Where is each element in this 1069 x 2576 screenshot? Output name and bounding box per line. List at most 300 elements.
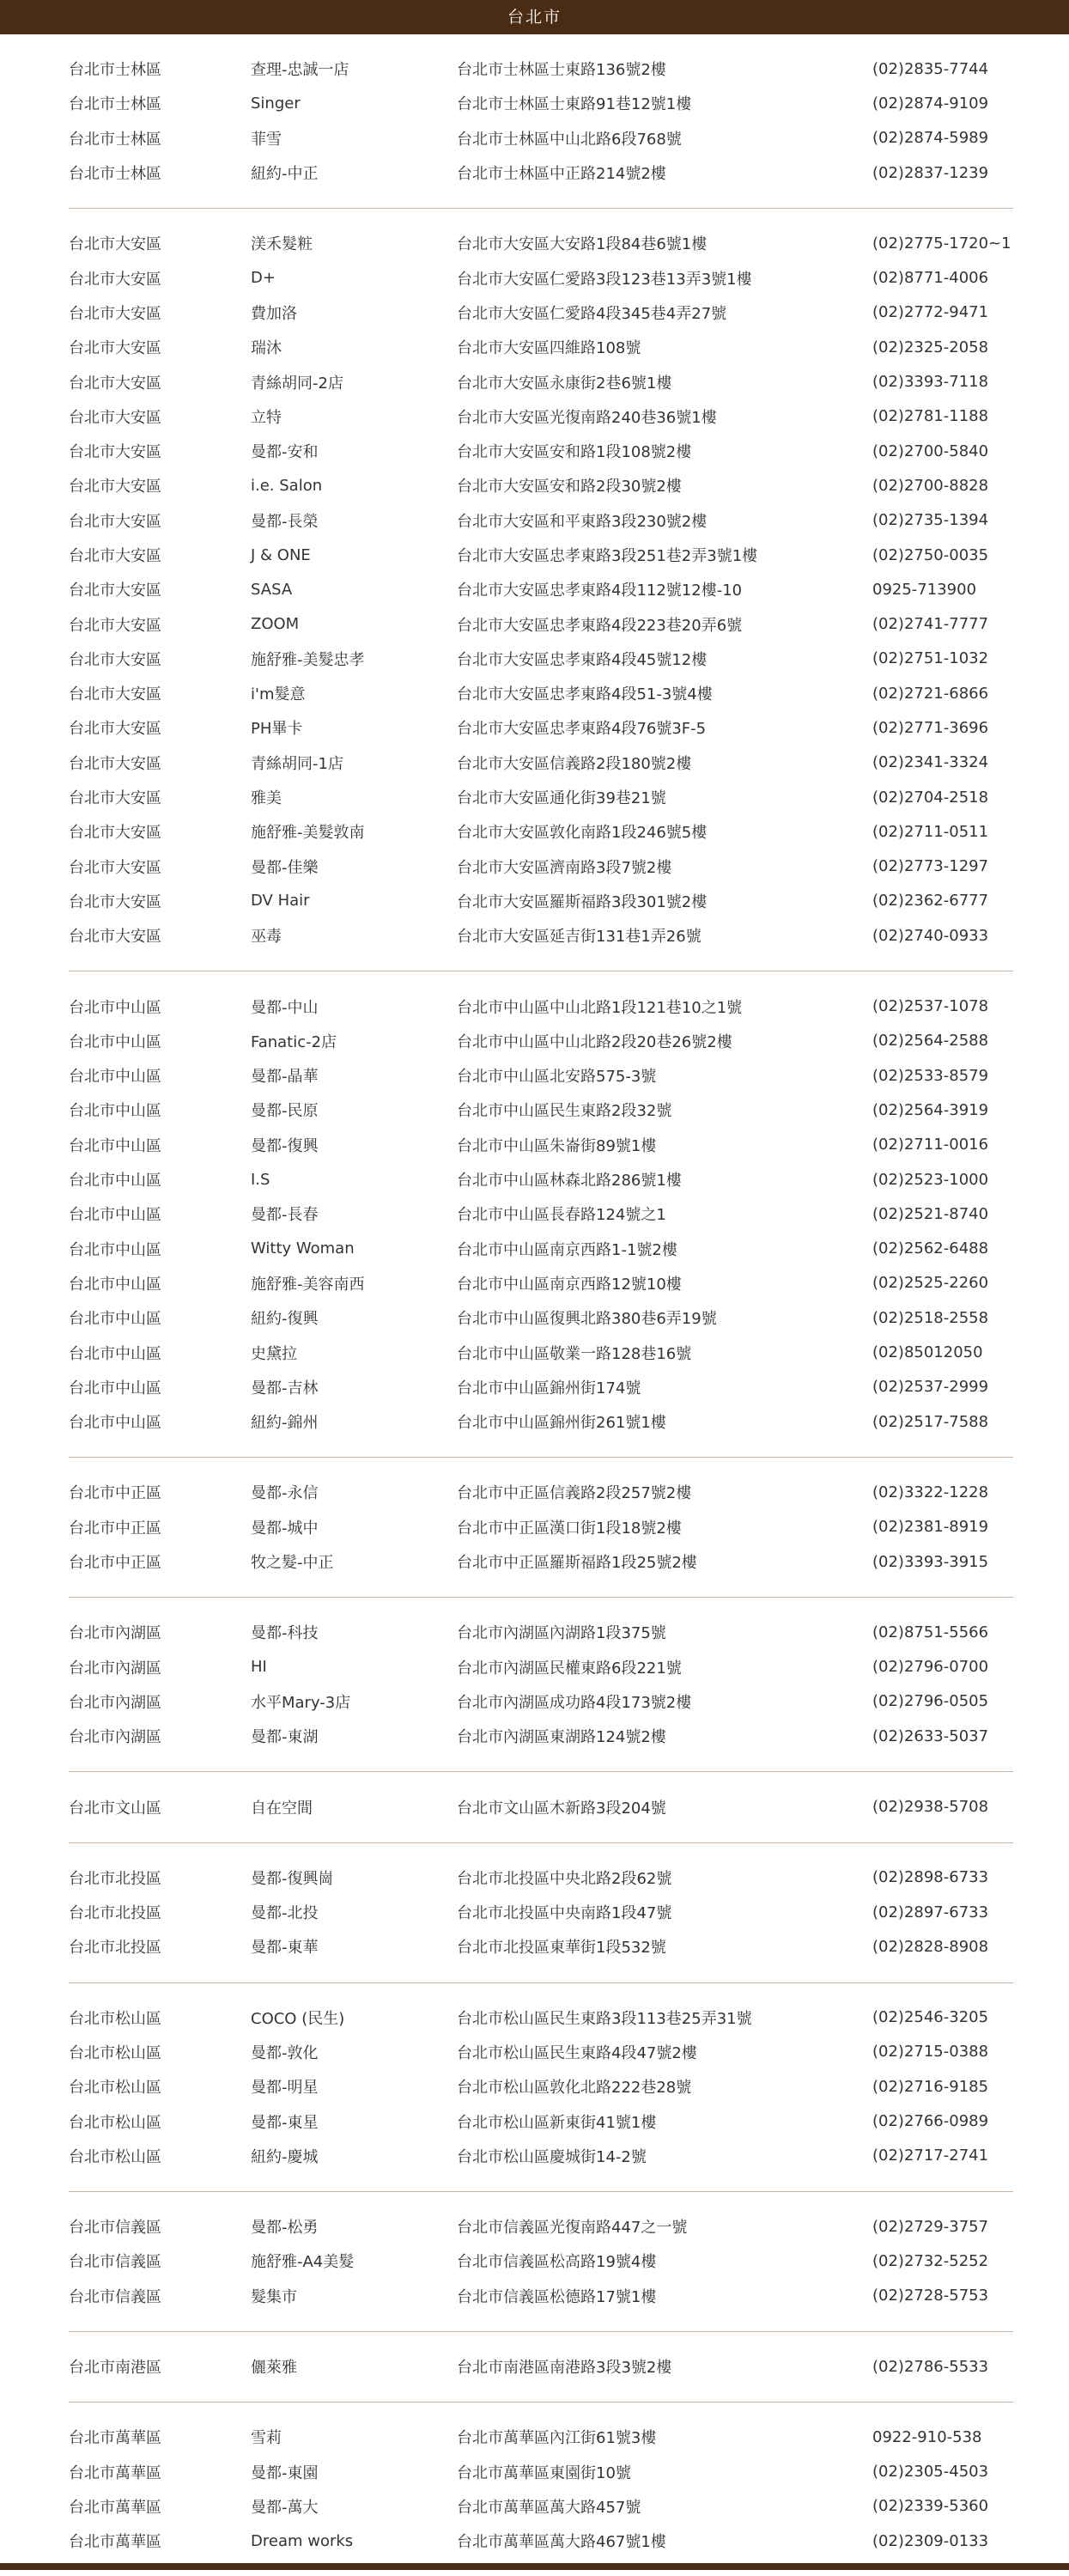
salon-row [69, 2209, 1013, 2244]
district-cell: 台北市北投區 [69, 1939, 161, 1958]
address-cell: 台北市大安區信義路2段180號2樓 [457, 754, 692, 773]
address-cell: 台北市大安區和平東路3段230號2樓 [457, 512, 708, 531]
salon-row [69, 1404, 1013, 1439]
footer-bar [0, 2563, 1069, 2570]
salon-row [69, 364, 1013, 399]
salon-name-cell: 紐約-慶城 [251, 2147, 319, 2166]
phone-cell: (02)2874-5989 [872, 129, 989, 148]
salon-row [69, 52, 1013, 86]
district-cell: 台北市信義區 [69, 2219, 161, 2238]
salon-row [69, 1232, 1013, 1266]
district-cell: 台北市大安區 [69, 754, 161, 773]
phone-cell: (02)2517-7588 [872, 1412, 989, 1431]
district-cell: 台北市北投區 [69, 1869, 161, 1888]
salon-row [69, 121, 1013, 155]
phone-cell: (02)2564-2588 [872, 1032, 989, 1050]
salon-row [69, 1475, 1013, 1509]
address-cell: 台北市北投區東華街1段532號 [457, 1939, 666, 1958]
salon-name-cell: 曼都-明星 [251, 2079, 319, 2098]
salon-name-cell: 曼都-長春 [251, 1206, 319, 1225]
phone-cell: (02)2897-6733 [872, 1903, 989, 1921]
phone-cell: (02)2775-1720~1 [872, 234, 1011, 253]
address-cell: 台北市大安區光復南路240巷36號1樓 [457, 408, 717, 427]
address-cell: 台北市大安區永康街2巷6號1樓 [457, 374, 672, 393]
phone-cell: (02)2781-1188 [872, 407, 989, 426]
address-cell: 台北市中山區錦州街261號1樓 [457, 1414, 666, 1433]
salon-row [69, 572, 1013, 606]
salon-name-cell: 菲雪 [251, 130, 282, 149]
phone-cell: (02)2546-3205 [872, 2008, 989, 2027]
phone-cell: (02)2735-1394 [872, 511, 989, 530]
district-cell: 台北市大安區 [69, 824, 161, 843]
phone-cell: (02)2305-4503 [872, 2463, 989, 2482]
salon-row [69, 1300, 1013, 1335]
district-cell: 台北市中正區 [69, 1554, 161, 1573]
district-group [69, 1772, 1013, 1842]
phone-cell: (02)2721-6866 [872, 684, 989, 703]
district-cell: 台北市中山區 [69, 1240, 161, 1259]
district-cell: 台北市中山區 [69, 1414, 161, 1433]
salon-row [69, 884, 1013, 918]
phone-cell: (02)2537-2999 [872, 1378, 989, 1397]
address-cell: 台北市中山區復興北路380巷6弄19號 [457, 1310, 717, 1329]
salon-row [69, 2349, 1013, 2384]
salon-row [69, 2244, 1013, 2278]
salon-name-cell: 曼都-吉林 [251, 1379, 319, 1398]
address-cell: 台北市中山區北安路575-3號 [457, 1068, 657, 1087]
district-cell: 台北市大安區 [69, 443, 161, 462]
district-cell: 台北市松山區 [69, 2009, 161, 2028]
salon-row [69, 2139, 1013, 2173]
phone-cell: (02)2729-3757 [872, 2217, 989, 2236]
district-cell: 台北市中山區 [69, 1275, 161, 1294]
address-cell: 台北市松山區民生東路3段113巷25弄31號 [457, 2009, 752, 2028]
phone-cell: (02)2715-0388 [872, 2043, 989, 2061]
salon-row [69, 538, 1013, 572]
salon-name-cell: 雪莉 [251, 2429, 282, 2448]
salon-name-cell: 曼都-佳樂 [251, 858, 319, 877]
salon-name-cell: 儷萊雅 [251, 2359, 297, 2378]
phone-cell: (02)2732-5252 [872, 2251, 989, 2270]
phone-cell: (02)2751-1032 [872, 649, 989, 668]
phone-cell: (02)2564-3919 [872, 1100, 989, 1119]
salon-row [69, 1510, 1013, 1544]
district-cell: 台北市北投區 [69, 1904, 161, 1923]
address-cell: 台北市松山區慶城街14-2號 [457, 2147, 647, 2166]
phone-cell: (02)2938-5708 [872, 1798, 989, 1816]
phone-cell: (02)2518-2558 [872, 1308, 989, 1327]
salon-row [69, 1093, 1013, 1127]
district-group [69, 2192, 1013, 2332]
phone-cell: (02)2533-8579 [872, 1066, 989, 1085]
address-cell: 台北市士林區中正路214號2樓 [457, 165, 666, 184]
phone-cell: (02)2562-6488 [872, 1239, 989, 1258]
salon-row [69, 1615, 1013, 1649]
phone-cell: (02)2717-2741 [872, 2147, 989, 2165]
phone-cell: (02)2786-5533 [872, 2357, 989, 2376]
address-cell: 台北市北投區中央南路1段47號 [457, 1904, 672, 1923]
district-cell: 台北市內湖區 [69, 1624, 161, 1643]
district-group [69, 34, 1013, 209]
salon-name-cell: Fanatic-2店 [251, 1032, 337, 1051]
district-cell: 台北市大安區 [69, 685, 161, 704]
salon-row [69, 86, 1013, 120]
district-group [69, 1843, 1013, 1983]
district-group [69, 209, 1013, 971]
phone-cell: (02)8751-5566 [872, 1623, 989, 1641]
address-cell: 台北市大安區忠孝東路4段223巷20弄6號 [457, 616, 743, 635]
address-cell: 台北市大安區延吉街131巷1弄26號 [457, 928, 702, 947]
salon-name-cell: 曼都-復興 [251, 1136, 319, 1155]
address-cell: 台北市大安區忠孝東路4段51-3號4樓 [457, 685, 713, 704]
salon-row [69, 1128, 1013, 1162]
salon-name-cell: 曼都-東星 [251, 2113, 319, 2132]
salon-name-cell: 施舒雅-美容南西 [251, 1275, 365, 1294]
phone-cell: (02)8771-4006 [872, 269, 989, 288]
address-cell: 台北市內湖區東湖路124號2樓 [457, 1728, 666, 1747]
district-cell: 台北市萬華區 [69, 2498, 161, 2517]
district-cell: 台北市中山區 [69, 1172, 161, 1191]
address-cell: 台北市大安區大安路1段84巷6號1樓 [457, 235, 708, 254]
salon-name-cell: 曼都-安和 [251, 443, 319, 462]
address-cell: 台北市南港區南港路3段3號2樓 [457, 2359, 672, 2378]
district-cell: 台北市大安區 [69, 339, 161, 358]
salon-name-cell: i'm髮意 [251, 685, 306, 704]
district-cell: 台北市中正區 [69, 1519, 161, 1538]
district-cell: 台北市松山區 [69, 2113, 161, 2132]
salon-row [69, 2001, 1013, 2035]
salon-row [69, 1789, 1013, 1824]
address-cell: 台北市中山區南京西路12號10樓 [457, 1275, 682, 1294]
address-cell: 台北市中山區中山北路2段20巷26號2樓 [457, 1032, 732, 1051]
district-cell: 台北市中山區 [69, 1344, 161, 1363]
address-cell: 台北市北投區中央北路2段62號 [457, 1869, 672, 1888]
phone-cell: (02)3393-3915 [872, 1552, 989, 1571]
phone-cell: (02)3393-7118 [872, 373, 989, 392]
address-cell: 台北市內湖區成功路4段173號2樓 [457, 1693, 692, 1712]
salon-name-cell: 曼都-敦化 [251, 2043, 319, 2062]
salon-name-cell: 費加洛 [251, 304, 297, 323]
district-cell: 台北市大安區 [69, 304, 161, 323]
address-cell: 台北市萬華區萬大路457號 [457, 2498, 641, 2517]
salon-row [69, 1162, 1013, 1197]
district-cell: 台北市中山區 [69, 1032, 161, 1051]
salon-row [69, 226, 1013, 260]
phone-cell: (02)2711-0511 [872, 822, 989, 841]
phone-cell: (02)2741-7777 [872, 615, 989, 634]
salon-row [69, 2455, 1013, 2489]
salon-row [69, 1370, 1013, 1404]
salon-name-cell: i.e. Salon [251, 476, 323, 495]
salon-name-cell: Singer [251, 94, 301, 113]
salon-name-cell: 青絲胡同-2店 [251, 374, 343, 393]
salon-row [69, 330, 1013, 364]
salon-name-cell: Dream works [251, 2531, 354, 2550]
district-cell: 台北市士林區 [69, 95, 161, 114]
salon-row [69, 850, 1013, 884]
salon-row [69, 1197, 1013, 1231]
salon-name-cell: 曼都-東華 [251, 1939, 319, 1958]
phone-cell: (02)2835-7744 [872, 59, 989, 78]
salon-name-cell: 查理-忠誠一店 [251, 61, 349, 80]
salon-name-cell: 史黛拉 [251, 1344, 297, 1363]
phone-cell: (02)2773-1297 [872, 857, 989, 876]
address-cell: 台北市萬華區萬大路467號1樓 [457, 2533, 666, 2552]
salon-name-cell: 紐約-中正 [251, 165, 319, 184]
address-cell: 台北市大安區忠孝東路3段251巷2弄3號1樓 [457, 547, 758, 565]
salon-row [69, 1024, 1013, 1058]
address-cell: 台北市信義區松高路19號4樓 [457, 2253, 657, 2272]
salon-row [69, 1335, 1013, 1369]
phone-cell: (02)2309-0133 [872, 2531, 989, 2550]
address-cell: 台北市內湖區民權東路6段221號 [457, 1659, 682, 1678]
salon-row [69, 503, 1013, 538]
salon-name-cell: 水平Mary-3店 [251, 1693, 351, 1712]
address-cell: 台北市文山區木新路3段204號 [457, 1799, 666, 1818]
phone-cell: (02)2716-9185 [872, 2077, 989, 2096]
district-cell: 台北市大安區 [69, 235, 161, 254]
salon-row [69, 1649, 1013, 1684]
salon-row [69, 2420, 1013, 2454]
address-cell: 台北市信義區松德路17號1樓 [457, 2287, 657, 2306]
phone-cell: (02)2537-1078 [872, 997, 989, 1016]
salon-row [69, 1895, 1013, 1929]
salon-name-cell: 施舒雅-美髮忠孝 [251, 650, 365, 669]
district-cell: 台北市內湖區 [69, 1659, 161, 1678]
address-cell: 台北市大安區仁愛路4段345巷4弄27號 [457, 304, 727, 323]
phone-cell: (02)2341-3324 [872, 753, 989, 772]
phone-cell: (02)2704-2518 [872, 788, 989, 807]
address-cell: 台北市中山區敬業一路128巷16號 [457, 1344, 692, 1363]
address-cell: 台北市中山區中山北路1段121巷10之1號 [457, 998, 743, 1017]
phone-cell: (02)2339-5360 [872, 2497, 989, 2516]
district-group [69, 971, 1013, 1458]
district-cell: 台北市中山區 [69, 998, 161, 1017]
district-cell: 台北市大安區 [69, 408, 161, 427]
address-cell: 台北市中正區漢口街1段18號2樓 [457, 1519, 682, 1538]
salon-name-cell: 曼都-萬大 [251, 2498, 319, 2517]
address-cell: 台北市中正區羅斯福路1段25號2樓 [457, 1554, 697, 1573]
district-cell: 台北市中山區 [69, 1310, 161, 1329]
district-cell: 台北市萬華區 [69, 2429, 161, 2448]
address-cell: 台北市中山區長春路124號之1 [457, 1206, 666, 1225]
address-cell: 台北市大安區四維路108號 [457, 339, 641, 358]
phone-cell: (02)2796-0505 [872, 1692, 989, 1711]
salon-name-cell: 施舒雅-A4美髮 [251, 2253, 355, 2272]
address-cell: 台北市大安區羅斯福路3段301號2樓 [457, 892, 708, 911]
district-cell: 台北市大安區 [69, 582, 161, 600]
salon-name-cell: 曼都-松勇 [251, 2219, 319, 2238]
address-cell: 台北市大安區安和路2段30號2樓 [457, 478, 682, 496]
district-group [69, 2402, 1013, 2576]
salon-row [69, 1544, 1013, 1579]
salon-name-cell: COCO (民生) [251, 2009, 345, 2028]
address-cell: 台北市中正區信義路2段257號2樓 [457, 1484, 692, 1503]
salon-row [69, 434, 1013, 468]
district-cell: 台北市士林區 [69, 130, 161, 149]
salon-row [69, 1684, 1013, 1719]
address-cell: 台北市大安區忠孝東路4段112號12樓-10 [457, 582, 743, 600]
phone-cell: (02)2837-1239 [872, 163, 989, 182]
district-cell: 台北市松山區 [69, 2043, 161, 2062]
salon-name-cell: 曼都-北投 [251, 1904, 319, 1923]
district-cell: 台北市萬華區 [69, 2533, 161, 2552]
address-cell: 台北市中山區朱崙街89號1樓 [457, 1136, 657, 1155]
district-cell: 台北市內湖區 [69, 1693, 161, 1712]
salon-row [69, 2035, 1013, 2069]
district-cell: 台北市士林區 [69, 61, 161, 80]
salon-row [69, 989, 1013, 1023]
salon-row [69, 642, 1013, 676]
district-group [69, 2332, 1013, 2402]
salon-name-cell: 牧之髮-中正 [251, 1554, 334, 1573]
address-cell: 台北市大安區濟南路3段7號2樓 [457, 858, 672, 877]
phone-cell: (02)2362-6777 [872, 892, 989, 910]
salon-row [69, 606, 1013, 641]
salon-name-cell: 雅美 [251, 789, 282, 808]
district-cell: 台北市大安區 [69, 478, 161, 496]
district-group [69, 1598, 1013, 1772]
district-cell: 台北市大安區 [69, 720, 161, 739]
salon-name-cell: ZOOM [251, 615, 300, 634]
address-cell: 台北市中山區民生東路2段32號 [457, 1102, 672, 1121]
address-cell: 台北市大安區仁愛路3段123巷13弄3號1樓 [457, 270, 752, 289]
phone-cell: (02)2898-6733 [872, 1868, 989, 1887]
phone-cell: (02)2711-0016 [872, 1136, 989, 1154]
salon-row [69, 2524, 1013, 2558]
address-cell: 台北市大安區忠孝東路4段45號12樓 [457, 650, 708, 669]
address-cell: 台北市松山區敦化北路222巷28號 [457, 2079, 692, 2098]
salon-name-cell: SASA [251, 580, 293, 599]
phone-cell: (02)2523-1000 [872, 1170, 989, 1189]
phone-cell: (02)2521-8740 [872, 1204, 989, 1223]
salon-name-cell: 曼都-復興崗 [251, 1869, 334, 1888]
district-cell: 台北市大安區 [69, 892, 161, 911]
region-title: 台北市 [507, 8, 562, 27]
address-cell: 台北市大安區安和路1段108號2樓 [457, 443, 692, 462]
phone-cell: (02)2828-8908 [872, 1937, 989, 1956]
salon-name-cell: 渼禾髮粧 [251, 235, 313, 254]
district-group [69, 1458, 1013, 1598]
district-cell: 台北市中山區 [69, 1068, 161, 1087]
address-cell: 台北市大安區忠孝東路4段76號3F-5 [457, 720, 707, 739]
district-cell: 台北市信義區 [69, 2287, 161, 2306]
district-cell: 台北市士林區 [69, 165, 161, 184]
address-cell: 台北市信義區光復南路447之一號 [457, 2219, 688, 2238]
phone-cell: (02)2525-2260 [872, 1274, 989, 1293]
salon-row [69, 155, 1013, 190]
address-cell: 台北市萬華區東園街10號 [457, 2463, 631, 2482]
salon-row [69, 1719, 1013, 1753]
salon-row [69, 399, 1013, 434]
address-cell: 台北市內湖區內湖路1段375號 [457, 1624, 666, 1643]
salon-row [69, 468, 1013, 502]
salon-name-cell: 曼都-城中 [251, 1519, 319, 1538]
phone-cell: (02)2728-5753 [872, 2287, 989, 2305]
phone-cell: (02)2772-9471 [872, 303, 989, 322]
phone-cell: (02)2796-0700 [872, 1658, 989, 1677]
phone-cell: (02)2766-0989 [872, 2112, 989, 2131]
address-cell: 台北市萬華區內江街61號3樓 [457, 2429, 657, 2448]
phone-cell: (02)2633-5037 [872, 1726, 989, 1745]
address-cell: 台北市士林區士東路91巷12號1樓 [457, 95, 692, 114]
phone-cell: (02)2381-8919 [872, 1518, 989, 1537]
salon-name-cell: 曼都-長榮 [251, 512, 319, 531]
district-cell: 台北市大安區 [69, 547, 161, 565]
salon-row [69, 2104, 1013, 2138]
salon-row [69, 746, 1013, 780]
salon-name-cell: Witty Woman [251, 1239, 355, 1258]
salon-row [69, 1860, 1013, 1895]
district-cell: 台北市南港區 [69, 2359, 161, 2378]
address-cell: 台北市中山區南京西路1-1號2樓 [457, 1240, 677, 1259]
salon-row [69, 1058, 1013, 1093]
salon-row [69, 918, 1013, 953]
salon-name-cell: 巫毒 [251, 928, 282, 947]
phone-cell: (02)2740-0933 [872, 926, 989, 945]
district-cell: 台北市大安區 [69, 650, 161, 669]
salon-name-cell: 自在空間 [251, 1799, 313, 1818]
salon-name-cell: 曼都-東湖 [251, 1728, 319, 1747]
district-cell: 台北市中山區 [69, 1379, 161, 1398]
district-cell: 台北市內湖區 [69, 1728, 161, 1747]
salon-name-cell: DV Hair [251, 892, 310, 910]
salon-name-cell: 青絲胡同-1店 [251, 754, 343, 773]
salon-name-cell: 曼都-科技 [251, 1624, 319, 1643]
salon-row [69, 710, 1013, 745]
salon-name-cell: 曼都-中山 [251, 998, 319, 1017]
salon-row [69, 2489, 1013, 2524]
district-cell: 台北市大安區 [69, 858, 161, 877]
address-cell: 台北市中山區錦州街174號 [457, 1379, 641, 1398]
salon-name-cell: 施舒雅-美髮敦南 [251, 824, 365, 843]
salon-row [69, 1266, 1013, 1300]
district-cell: 台北市中山區 [69, 1206, 161, 1225]
address-cell: 台北市士林區士東路136號2樓 [457, 61, 666, 80]
salon-row [69, 295, 1013, 330]
salon-name-cell: J & ONE [251, 545, 311, 564]
salon-name-cell: I.S [251, 1170, 270, 1189]
phone-cell: 0925-713900 [872, 580, 977, 599]
district-cell: 台北市中山區 [69, 1102, 161, 1121]
district-cell: 台北市大安區 [69, 928, 161, 947]
salon-name-cell: 髮集市 [251, 2287, 297, 2306]
address-cell: 台北市松山區新東街41號1樓 [457, 2113, 657, 2132]
phone-cell: (02)2700-8828 [872, 476, 989, 495]
salon-name-cell: HI [251, 1658, 267, 1677]
salon-list [69, 34, 1013, 2576]
district-cell: 台北市大安區 [69, 789, 161, 808]
salon-row [69, 2279, 1013, 2313]
district-cell: 台北市大安區 [69, 270, 161, 289]
salon-name-cell: 立特 [251, 408, 282, 427]
district-cell: 台北市中山區 [69, 1136, 161, 1155]
address-cell: 台北市中山區林森北路286號1樓 [457, 1172, 682, 1191]
district-cell: 台北市大安區 [69, 616, 161, 635]
salon-name-cell: 曼都-民原 [251, 1102, 319, 1121]
district-cell: 台北市松山區 [69, 2147, 161, 2166]
district-cell: 台北市中正區 [69, 1484, 161, 1503]
salon-row [69, 814, 1013, 849]
salon-row [69, 1929, 1013, 1964]
salon-name-cell: 紐約-錦州 [251, 1414, 319, 1433]
salon-name-cell: 紐約-復興 [251, 1310, 319, 1329]
address-cell: 台北市松山區民生東路4段47號2樓 [457, 2043, 697, 2062]
salon-name-cell: 曼都-東園 [251, 2463, 319, 2482]
phone-cell: (02)2874-9109 [872, 94, 989, 113]
phone-cell: (02)2700-5840 [872, 442, 989, 460]
district-cell: 台北市信義區 [69, 2253, 161, 2272]
